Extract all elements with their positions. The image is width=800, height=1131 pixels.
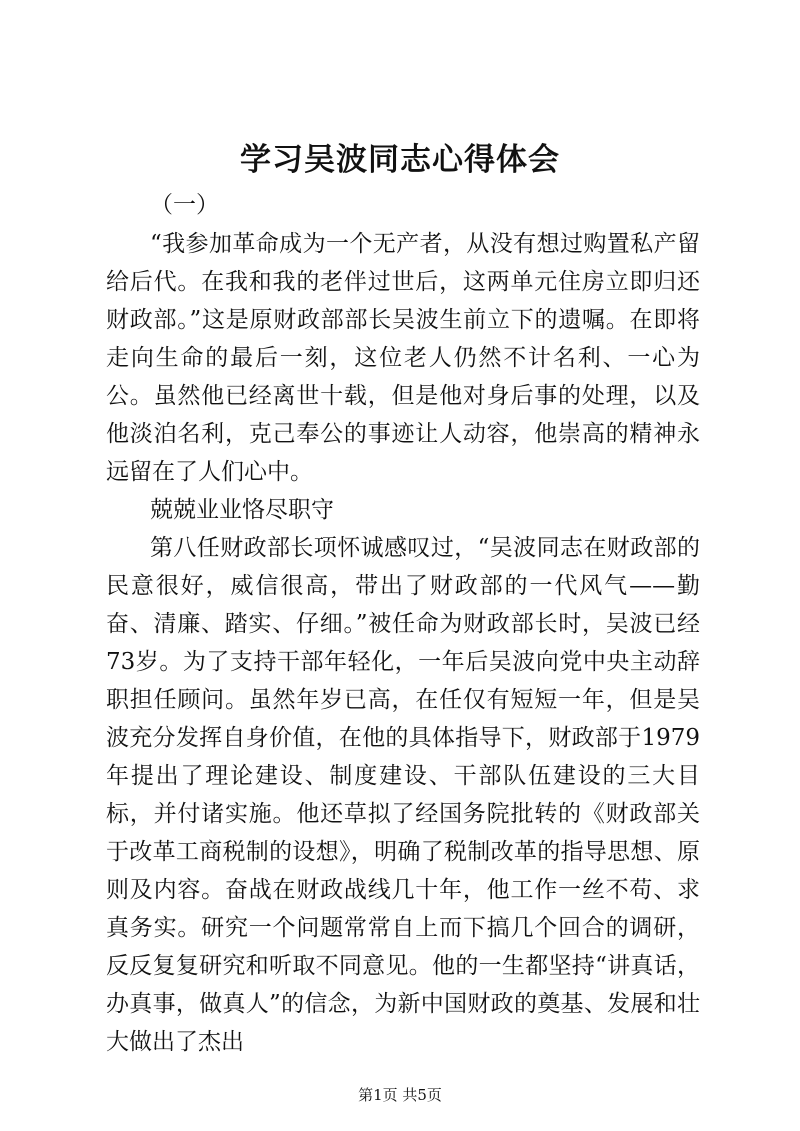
subheading: 兢兢业业恪尽职守 (150, 497, 334, 523)
page-footer: 第1页 共5页 (358, 1086, 442, 1104)
document-title: 学习吴波同志心得体会 (240, 142, 560, 178)
paragraph-1: “我参加革命成为一个无产者，从没有想过购置私产留给后代。在我和我的老伴过世后，这两单元住房立即归还财政部。”这是原财政部部长吴波生前立下的遗嘱。在即将走向生命的最后一刻，这位老人仍然不计名利、一心为公。虽然他已经离世十载，但是他对身后事的处理，以及他淡泊名利，克己奉公的事迹让人动容，他崇高的精神永远留在了人们心中。 (106, 231, 700, 485)
section-label: （一） (150, 192, 219, 218)
document-body (106, 225, 700, 1061)
paragraph-2: 第八任财政部长项怀诚感叹过，“吴波同志在财政部的民意很好，威信很高，带出了财政部的一代风气——勤奋、清廉、踏实、仔细。”被任命为财政部长时，吴波已经73岁。为了支持干部年轻化，一年后吴波向党中央主动辞职担任顾问。虽然年岁已高，在任仅有短短一年，但是吴波充分发挥自身价值，在他的具体指导下，财政部于1979年提出了理论建设、制度建设、干部队伍建设的三大目标，并付诸实施。他还草拟了经国务院批转的《财政部关于改革工商税制的设想》，明确了税制改革的指导思想、原则及内容。奋战在财政战线几十年，他工作一丝不苟、求真务实。研究一个问题常常自上而下搞几个回合的调研，反反复复研究和听取不同意见。他的一生都坚持“讲真话，办真事，做真人”的信念，为新中国财政的奠基、发展和壮大做出了杰出 (106, 535, 700, 1055)
